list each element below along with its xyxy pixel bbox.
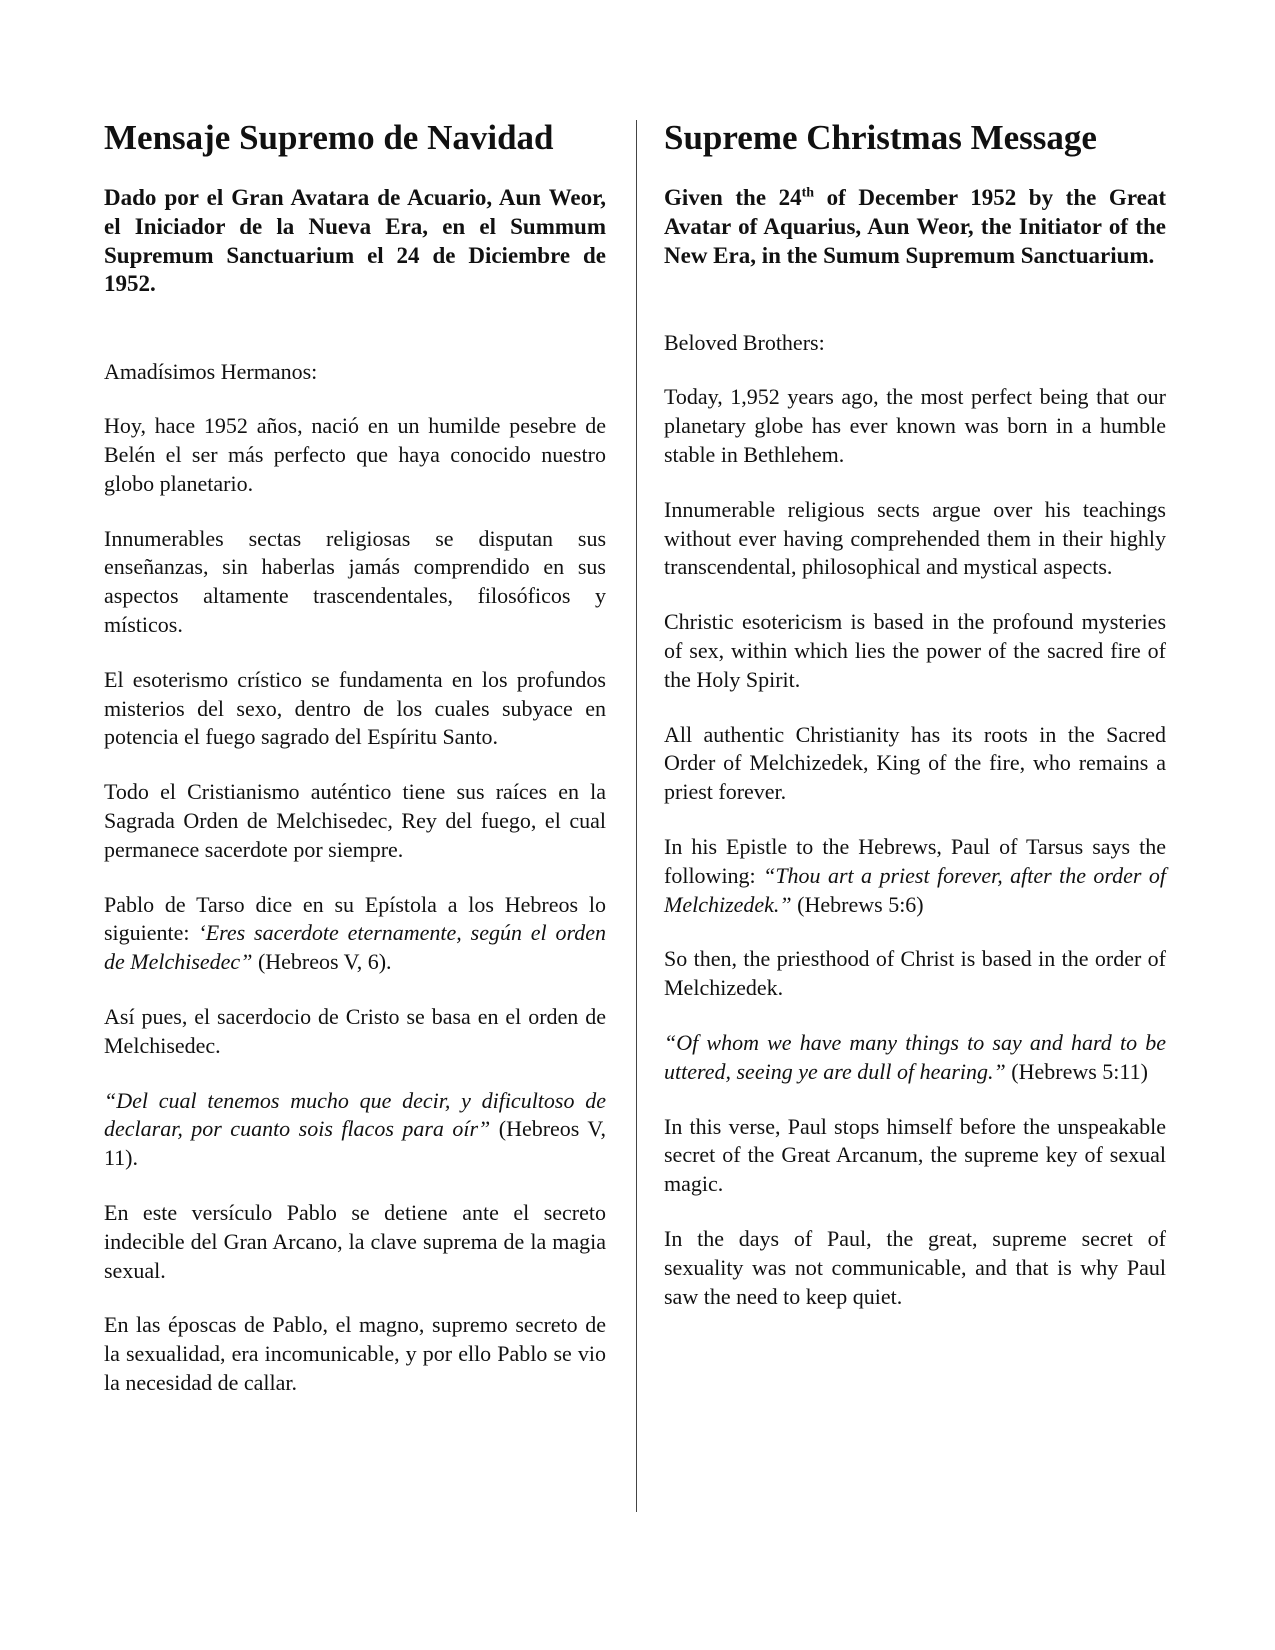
- spanish-column: [104, 112, 606, 1398]
- english-subtitle-rest: of December 1952 by the Great Avatar of Aquarius, Aun Weor, the Initiator of the New Era, in the Sumum Supremum Sanctuarium.: [664, 185, 1166, 268]
- spanish-paragraph-3: El esoterismo crístico se fundamenta en los profundos misterios del sexo, dentro de los cuales subyace en potencia el fuego sagrado del Espíritu Santo.: [104, 666, 606, 750]
- spanish-paragraph-2: Innumerables sectas religiosas se disputan sus enseñanzas, sin haberlas jamás comprendido en sus aspectos altamente trascendentales, filosóficos y místicos.: [104, 525, 606, 637]
- spanish-paragraph-1: Hoy, hace 1952 años, nació en un humilde pesebre de Belén el ser más perfecto que haya conocido nuestro globo planetario.: [104, 413, 606, 496]
- spanish-paragraph-7: [104, 1087, 606, 1173]
- english-p5-reference: (Hebrews 5:6): [791, 891, 924, 917]
- spanish-p5-quote: ‘Eres sacerdote eternamente, según el orden de Melchisedec”: [104, 920, 606, 975]
- spanish-p7-reference: (Hebreos V, 11).: [104, 1116, 606, 1171]
- english-paragraph-5: [664, 833, 1166, 919]
- english-paragraph-2: Innumerable religious sects argue over his teachings without ever having comprehended them in their highly transcendental, philosophical and mystical aspects.: [664, 496, 1166, 580]
- english-subtitle-start: Given the 24: [664, 185, 802, 210]
- spanish-p7-quote: “Del cual tenemos mucho que decir, y dificultoso de declarar, por cuanto sois flacos para oír”: [104, 1087, 606, 1142]
- spanish-paragraph-5: [104, 891, 606, 977]
- english-subtitle-ordinal: th: [801, 185, 815, 201]
- english-paragraph-9: In the days of Paul, the great, supreme secret of sexuality was not communicable, and that is why Paul saw the need to keep quiet.: [664, 1225, 1166, 1309]
- spanish-paragraph-9: En las époscas de Pablo, el magno, supremo secreto de la sexualidad, era incomunicable, y por ello Pablo se vio la necesidad de callar.: [104, 1312, 606, 1395]
- spanish-subtitle: Dado por el Gran Avatara de Acuario, Aun Weor, el Iniciador de la Nueva Era, en el Summum Supremum Sanctuarium el 24 de Diciembre de 1952.: [104, 185, 606, 297]
- column-divider: [636, 120, 637, 1512]
- spanish-p5-reference: (Hebreos V, 6).: [252, 949, 392, 975]
- english-paragraph-3: Christic esotericism is based in the profound mysteries of sex, within which lies the power of the sacred fire of the Holy Spirit.: [664, 609, 1166, 692]
- spanish-salutation: Amadísimos Hermanos:: [104, 359, 318, 385]
- spanish-paragraph-8: En este versículo Pablo se detiene ante el secreto indecible del Gran Arcano, la clave suprema de la magia sexual.: [104, 1199, 606, 1283]
- spanish-p5-intro: Pablo de Tarso dice en su Epístola a los Hebreos lo siguiente:: [104, 891, 606, 946]
- spanish-paragraph-6: Así pues, el sacerdocio de Cristo se basa en el orden de Melchisedec.: [104, 1003, 606, 1058]
- english-column: [664, 112, 1166, 1311]
- english-p7-reference: (Hebrews 5:11): [1005, 1058, 1148, 1084]
- english-paragraph-1: Today, 1,952 years ago, the most perfect being that our planetary globe has ever known was born in a humble stable in Bethlehem.: [664, 384, 1166, 467]
- english-paragraph-6: So then, the priesthood of Christ is based in the order of Melchizedek.: [664, 946, 1166, 1001]
- english-paragraph-4: All authentic Christianity has its roots in the Sacred Order of Melchizedek, King of the fire, who remains a priest forever.: [664, 721, 1166, 805]
- english-p7-quote: “Of whom we have many things to say and hard to be uttered, seeing ye are dull of hearing.”: [664, 1029, 1166, 1084]
- english-paragraph-8: In this verse, Paul stops himself before the unspeakable secret of the Great Arcanum, the supreme key of sexual magic.: [664, 1113, 1166, 1197]
- english-p5-quote: “Thou art a priest forever, after the order of Melchizedek.”: [664, 862, 1166, 917]
- spanish-paragraph-4: Todo el Cristianismo auténtico tiene sus raíces en la Sagrada Orden de Melchisedec, Rey del fuego, el cual permanece sacerdote por siempre.: [104, 779, 606, 862]
- spanish-title: Mensaje Supremo de Navidad: [104, 118, 554, 157]
- english-p5-intro: In his Epistle to the Hebrews, Paul of Tarsus says the following:: [664, 833, 1166, 888]
- english-paragraph-7: [664, 1029, 1166, 1087]
- english-title: Supreme Christmas Message: [664, 118, 1097, 157]
- english-subtitle: [664, 184, 1166, 270]
- english-salutation: Beloved Brothers:: [664, 330, 825, 356]
